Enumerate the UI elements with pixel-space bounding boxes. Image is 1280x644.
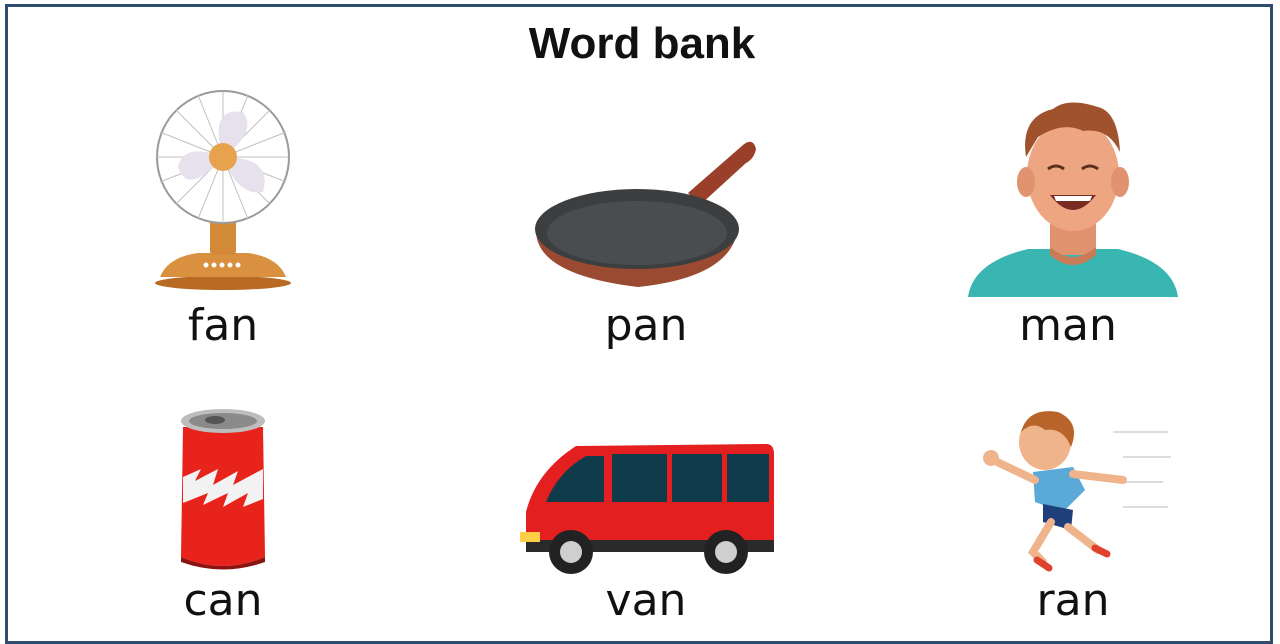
word-can: can	[183, 575, 263, 626]
word-pan: pan	[604, 300, 688, 351]
running-boy-icon	[973, 402, 1173, 577]
word-man: man	[1019, 300, 1117, 351]
fan-icon	[148, 87, 298, 292]
frying-pan-icon	[528, 127, 758, 297]
word-bank-title: Word bank	[528, 19, 756, 68]
word-van: van	[605, 575, 687, 626]
red-van-icon	[516, 432, 778, 577]
smiling-man-icon	[968, 97, 1178, 297]
word-ran: ran	[1036, 575, 1110, 626]
word-bank-card	[5, 4, 1273, 644]
word-fan: fan	[187, 300, 259, 351]
soda-can-icon	[173, 407, 273, 572]
